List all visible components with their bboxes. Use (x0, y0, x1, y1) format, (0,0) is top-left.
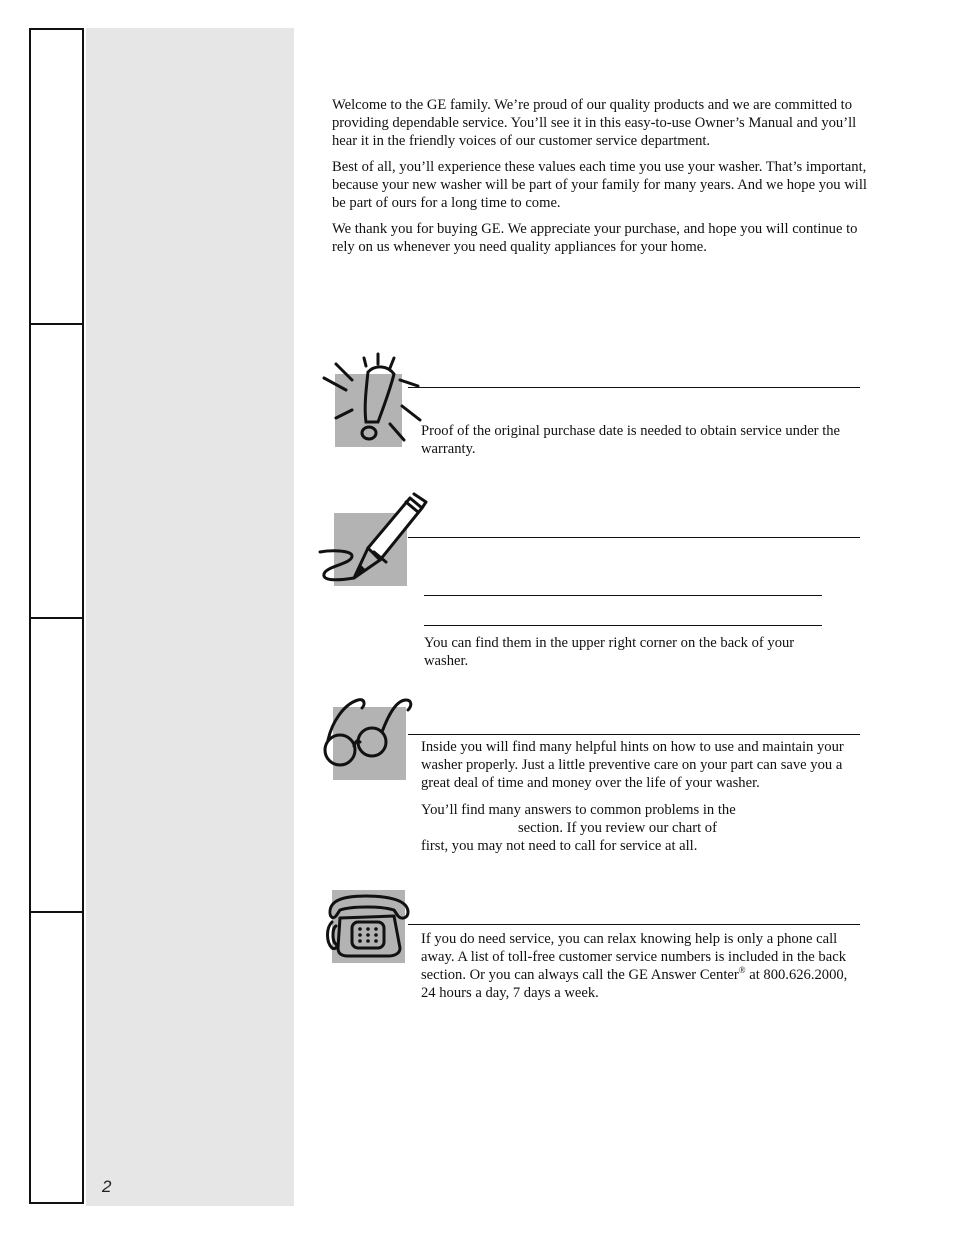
tab-divider (31, 617, 82, 619)
section-rule (408, 734, 860, 735)
model-number-line (424, 595, 822, 596)
troubleshooting-line: first, you may not need to call for service at all. (421, 838, 698, 854)
registered-mark: ® (738, 965, 746, 976)
section-rule (408, 924, 860, 925)
sidebar-tabs (29, 28, 84, 1204)
page-number: 2 (102, 1177, 112, 1196)
section-rule (408, 387, 860, 388)
intro-paragraph: We thank you for buying GE. We appreciate your purchase, and hope you will continue to rely on us whenever you need quality appliances for your home. (332, 221, 858, 255)
intro-text (332, 96, 872, 264)
service-text-tail: at 800.626.2000, 24 hours a day, 7 days a week. (421, 967, 848, 1001)
intro-paragraph: Best of all, you’ll experience these values each time you use your washer. That’s important, because your new washer will be part of your family for many years. And we hope you will be part of ours for a long time to come. (332, 159, 867, 211)
serial-number-line (424, 625, 822, 626)
section-rule (408, 537, 860, 538)
service-text-main: If you do need service, you can relax knowing help is only a phone call away. A list of toll-free customer service numbers is included in the back section. Or you can always call the GE Answer Center (421, 931, 846, 983)
tab-divider (31, 911, 82, 913)
troubleshooting-line: section. If you review our chart of (518, 820, 717, 836)
read-manual-paragraph: Inside you will find many helpful hints on how to use and maintain your washer properly. Just a little preventive care on your part can save you a great deal of time and money over the life of your washer. (421, 739, 844, 791)
intro-paragraph: Welcome to the GE family. We’re proud of our quality products and we are committed to providing dependable service. You’ll see it in this easy-to-use Owner’s Manual and you’ll hear it in the friendly voices of our customer service department. (332, 97, 857, 149)
gray-margin-panel (86, 28, 294, 1206)
read-manual-paragraph (421, 801, 866, 855)
telephone-icon (322, 892, 414, 962)
record-location-text: You can find them in the upper right corner on the back of your washer. (424, 635, 795, 669)
read-manual-text (421, 738, 866, 855)
proof-of-purchase-text: Proof of the original purchase date is needed to obtain service under the warranty. (421, 423, 841, 457)
tab-divider (31, 323, 82, 325)
service-text (421, 930, 861, 1002)
glasses-icon (318, 694, 414, 774)
exclamation-icon (320, 350, 430, 450)
troubleshooting-line: You’ll find many answers to common problems in the (421, 802, 736, 818)
